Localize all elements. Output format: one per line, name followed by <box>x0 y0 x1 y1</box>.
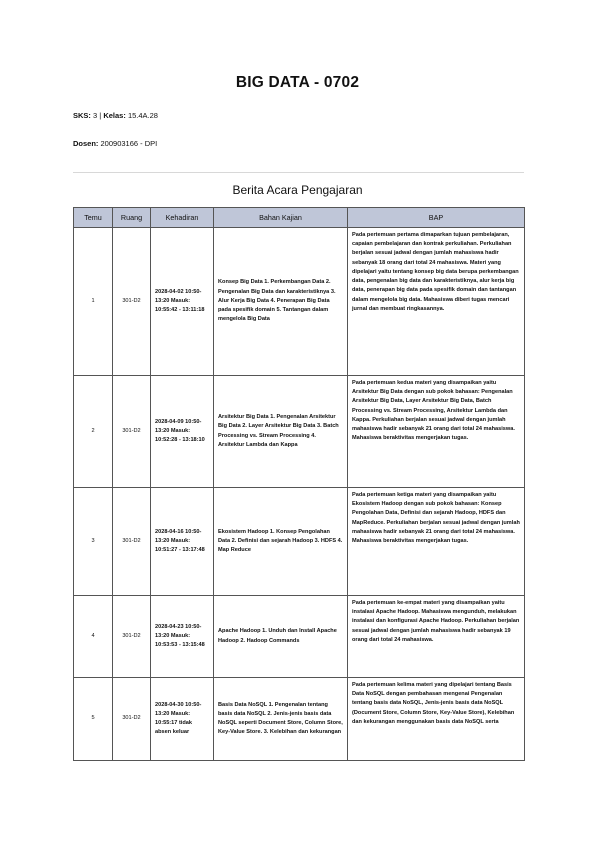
cell-bahan-kajian: Arsitektur Big Data 1. Pengenalan Arsitektur Big Data 2. Layer Arsitektur Big Data 3. Batch Processing vs. Stream Processing 4. Arsitektur Lambda dan Kappa <box>214 376 348 488</box>
table-row <box>74 228 525 376</box>
sks-label: SKS: <box>73 111 91 120</box>
lecturer-info <box>73 139 157 148</box>
cell-bap: Pada pertemuan kedua materi yang disampaikan yaitu Arsitektur Big Data dengan sub pokok bahasan: Pengenalan Arsitektur Big Data, Layer Arsitektur Big Data, Batch Processing vs. Stream Processing, Arsitektur Lambda dan Kappa. Perkuliahan berjalan sesuai jadwal dengan jumlah mahasiswa hadir sebanyak 21 orang dari total 24 mahasiswa. Mahasiswa beraktivitas mengerjakan tugas. <box>348 376 525 488</box>
cell-ruang: 301-D2 <box>113 488 151 596</box>
table-row <box>74 596 525 678</box>
column-header-bap: BAP <box>348 208 525 228</box>
column-header-bahan-kajian: Bahan Kajian <box>214 208 348 228</box>
kelas-value: 15.4A.28 <box>127 111 158 120</box>
cell-bahan-kajian: Basis Data NoSQL 1. Pengenalan tentang basis data NoSQL 2. Jenis-jenis basis data NoSQL seperti Document Store, Column Store, Key-Value Store. 3. Kelebihan dan kekurangan <box>214 678 348 761</box>
cell-kehadiran: 2028-04-23 10:50-13:20 Masuk: 10:53:53 - 13:15:48 <box>151 596 214 678</box>
cell-ruang: 301-D2 <box>113 678 151 761</box>
cell-ruang: 301-D2 <box>113 376 151 488</box>
column-header-kehadiran: Kehadiran <box>151 208 214 228</box>
page-title: BIG DATA - 0702 <box>235 74 360 91</box>
cell-kehadiran: 2028-04-16 10:50-13:20 Masuk: 10:51:27 - 13:17:48 <box>151 488 214 596</box>
cell-kehadiran: 2028-04-30 10:50-13:20 Masuk: 10:55:17 tidak absen keluar <box>151 678 214 761</box>
divider <box>73 172 524 173</box>
table-row <box>74 678 525 761</box>
cell-bahan-kajian: Apache Hadoop 1. Unduh dan Install Apache Hadoop 2. Hadoop Commands <box>214 596 348 678</box>
teaching-report-table <box>73 207 525 761</box>
column-header-temu: Temu <box>74 208 113 228</box>
cell-bap <box>348 678 525 761</box>
cell-ruang: 301-D2 <box>113 228 151 376</box>
dosen-value: 200903166 - DPI <box>100 139 158 148</box>
dosen-label: Dosen: <box>73 139 99 148</box>
cell-temu: 4 <box>74 596 113 678</box>
table-row <box>74 376 525 488</box>
cell-bap-text: Pada pertemuan kelima materi yang dipelajari tentang Basis Data NoSQL dengan pembahasan mengenai Pengenalan tentang basis data NoSQL, Jenis-jenis basis data NoSQL (Document Store, Column Store, Key-Value Store), Kelebihan dan kekurangan menggunakan basis data NoSQL serta <box>352 682 515 725</box>
table-header-row <box>74 208 525 228</box>
cell-bahan-kajian: Ekosistem Hadoop 1. Konsep Pengolahan Data 2. Definisi dan sejarah Hadoop 3. HDFS 4. Map Reduce <box>214 488 348 596</box>
kelas-label: Kelas: <box>103 111 126 120</box>
cell-bap: Pada pertemuan ke-empat materi yang disampaikan yaitu instalasi Apache Hadoop. Mahasiswa mengunduh, melakukan instalasi dan konfigurasi Apache Hadoop. Perkuliahan berjalan sesuai jadwal dengan jumlah mahasiswa hadir sebanyak 19 orang dari total 24 mahasiswa. <box>348 596 525 678</box>
cell-bap: Pada pertemuan pertama dimaparkan tujuan pembelajaran, capaian pembelajaran dan kontrak perkuliahan. Perkuliahan berjalan sesuai jadwal dengan jumlah mahasiswa hadir sebanyak 18 orang dari total 24 mahasiswa. Materi yang dipelajari yaitu tentang konsep big data berupa perkembangan data, pengenalan big data dan karakteristiknya, alur kerja big data, penerapan big data pada spesifik domain dan tantangan dalam mengelola big data. Mahasiswa diberi tugas mencari jurnal dan membuat ringkasannya. <box>348 228 525 376</box>
table-row <box>74 488 525 596</box>
cell-ruang: 301-D2 <box>113 596 151 678</box>
section-title: Berita Acara Pengajaran <box>232 183 363 197</box>
cell-bap: Pada pertemuan ketiga materi yang disampaikan yaitu Ekosistem Hadoop dengan sub pokok bahasan: Konsep Pengolahan Data, Definisi dan sejarah Hadoop, HDFS dan MapReduce. Perkuliahan berjalan sesuai jadwal dengan jumlah mahasiswa hadir sebanyak 21 orang dari total 24 mahasiswa. Mahasiswa beraktivitas mengerjakan tugas. <box>348 488 525 596</box>
cell-temu: 5 <box>74 678 113 761</box>
sks-value: 3 <box>93 111 98 120</box>
separator: | <box>99 111 102 120</box>
cell-bahan-kajian: Konsep Big Data 1. Perkembangan Data 2. Pengenalan Big Data dan karakteristiknya 3. Alur Kerja Big Data 4. Penerapan Big Data pada spesifik domain 5. Tantangan dalam mengelola Big Data <box>214 228 348 376</box>
column-header-ruang: Ruang <box>113 208 151 228</box>
cell-temu: 3 <box>74 488 113 596</box>
cell-temu: 1 <box>74 228 113 376</box>
cell-kehadiran: 2028-04-02 10:50-13:20 Masuk: 10:55:42 - 13:11:18 <box>151 228 214 376</box>
course-info <box>73 111 158 120</box>
cell-kehadiran: 2028-04-09 10:50-13:20 Masuk: 10:52:28 - 13:18:10 <box>151 376 214 488</box>
cell-temu: 2 <box>74 376 113 488</box>
